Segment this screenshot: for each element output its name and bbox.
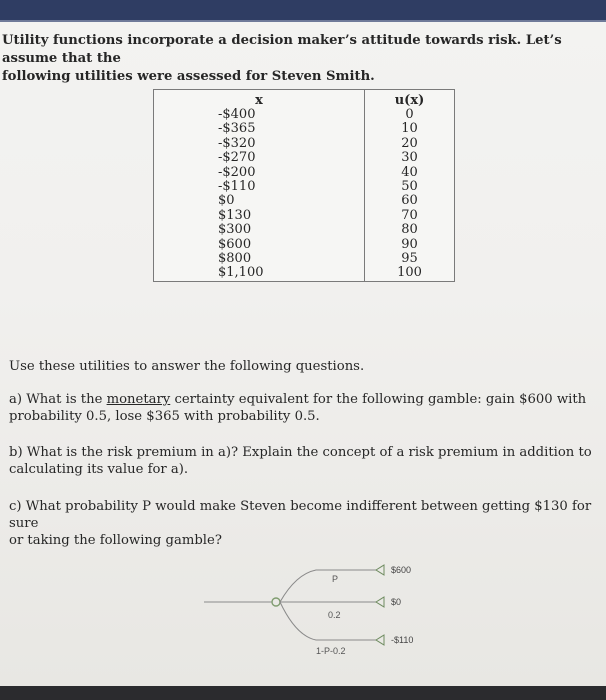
question-b-line-2: calculating its value for a).: [9, 462, 189, 477]
cell-x: $130: [154, 209, 365, 223]
question-a-prefix: a) What is the: [9, 392, 103, 407]
header-x: x: [154, 90, 365, 109]
outcome-0: $0: [391, 597, 402, 607]
branch-lower: [280, 602, 376, 640]
question-b-line-1: b) What is the risk premium in a)? Explain the concept of a risk premium in addition to: [9, 445, 592, 460]
cell-x: -$400: [154, 108, 365, 122]
cell-ux: 20: [365, 137, 455, 151]
cell-x: $0: [154, 194, 365, 208]
cell-ux: 30: [365, 151, 455, 165]
question-c: [9, 498, 599, 549]
cell-ux: 50: [365, 180, 455, 194]
cell-x: -$270: [154, 151, 365, 165]
bottom-bezel: [0, 686, 606, 700]
table-row: [154, 266, 455, 281]
terminal-node-icon: [376, 597, 384, 607]
chance-node-icon: [272, 598, 280, 606]
table-row: [154, 108, 455, 122]
cell-ux: 40: [365, 166, 455, 180]
table-row: [154, 238, 455, 252]
prob-label-low: 1-P-0.2: [316, 646, 346, 656]
cell-x: $800: [154, 252, 365, 266]
prob-label-mid: 0.2: [328, 610, 341, 620]
terminal-node-icon: [376, 635, 384, 645]
instructions-line: Use these utilities to answer the following questions.: [9, 359, 365, 374]
intro-line-2: following utilities were assessed for Steven Smith.: [2, 69, 375, 84]
table-row: [154, 194, 455, 208]
cell-ux: 10: [365, 122, 455, 136]
table-header-row: [154, 90, 455, 109]
cell-ux: 60: [365, 194, 455, 208]
prob-label-p: P: [332, 574, 339, 584]
cell-ux: 70: [365, 209, 455, 223]
top-window-bar: [0, 0, 606, 22]
cell-x: -$110: [154, 180, 365, 194]
table-row: [154, 209, 455, 223]
branch-upper: [280, 570, 376, 602]
decision-tree-diagram: [204, 552, 444, 662]
cell-x: $1,100: [154, 266, 365, 281]
cell-x: -$200: [154, 166, 365, 180]
question-a: [9, 391, 599, 425]
table-row: [154, 166, 455, 180]
question-b: [9, 444, 599, 478]
cell-ux: 90: [365, 238, 455, 252]
question-a-line-1: [9, 391, 599, 408]
utility-table: [153, 89, 455, 282]
table-row: [154, 252, 455, 266]
outcome-600: $600: [391, 565, 412, 575]
table-row: [154, 122, 455, 136]
table-row: [154, 137, 455, 151]
table-row: [154, 151, 455, 165]
cell-x: $300: [154, 223, 365, 237]
terminal-node-icon: [376, 565, 384, 575]
cell-x: -$365: [154, 122, 365, 136]
outcome-neg110: -$110: [391, 635, 414, 645]
question-a-underlined-word: monetary: [106, 392, 171, 407]
cell-ux: 100: [365, 266, 455, 281]
table-row: [154, 180, 455, 194]
question-c-line-1: c) What probability P would make Steven become indifferent between getting $130 for sure: [9, 499, 592, 531]
question-a-suffix: certainty equivalent for the following gamble: gain $600 with: [174, 392, 587, 407]
intro-line-1: Utility functions incorporate a decision maker’s attitude towards risk. Let’s assume that the: [2, 33, 562, 66]
question-a-line-2: probability 0.5, lose $365 with probability 0.5.: [9, 409, 320, 424]
cell-x: $600: [154, 238, 365, 252]
question-c-line-2: or taking the following gamble?: [9, 533, 222, 548]
header-ux: u(x): [365, 90, 455, 109]
cell-x: -$320: [154, 137, 365, 151]
cell-ux: 95: [365, 252, 455, 266]
decision-tree: [204, 552, 444, 662]
intro-paragraph: [2, 32, 602, 86]
cell-ux: 0: [365, 108, 455, 122]
table-row: [154, 223, 455, 237]
cell-ux: 80: [365, 223, 455, 237]
